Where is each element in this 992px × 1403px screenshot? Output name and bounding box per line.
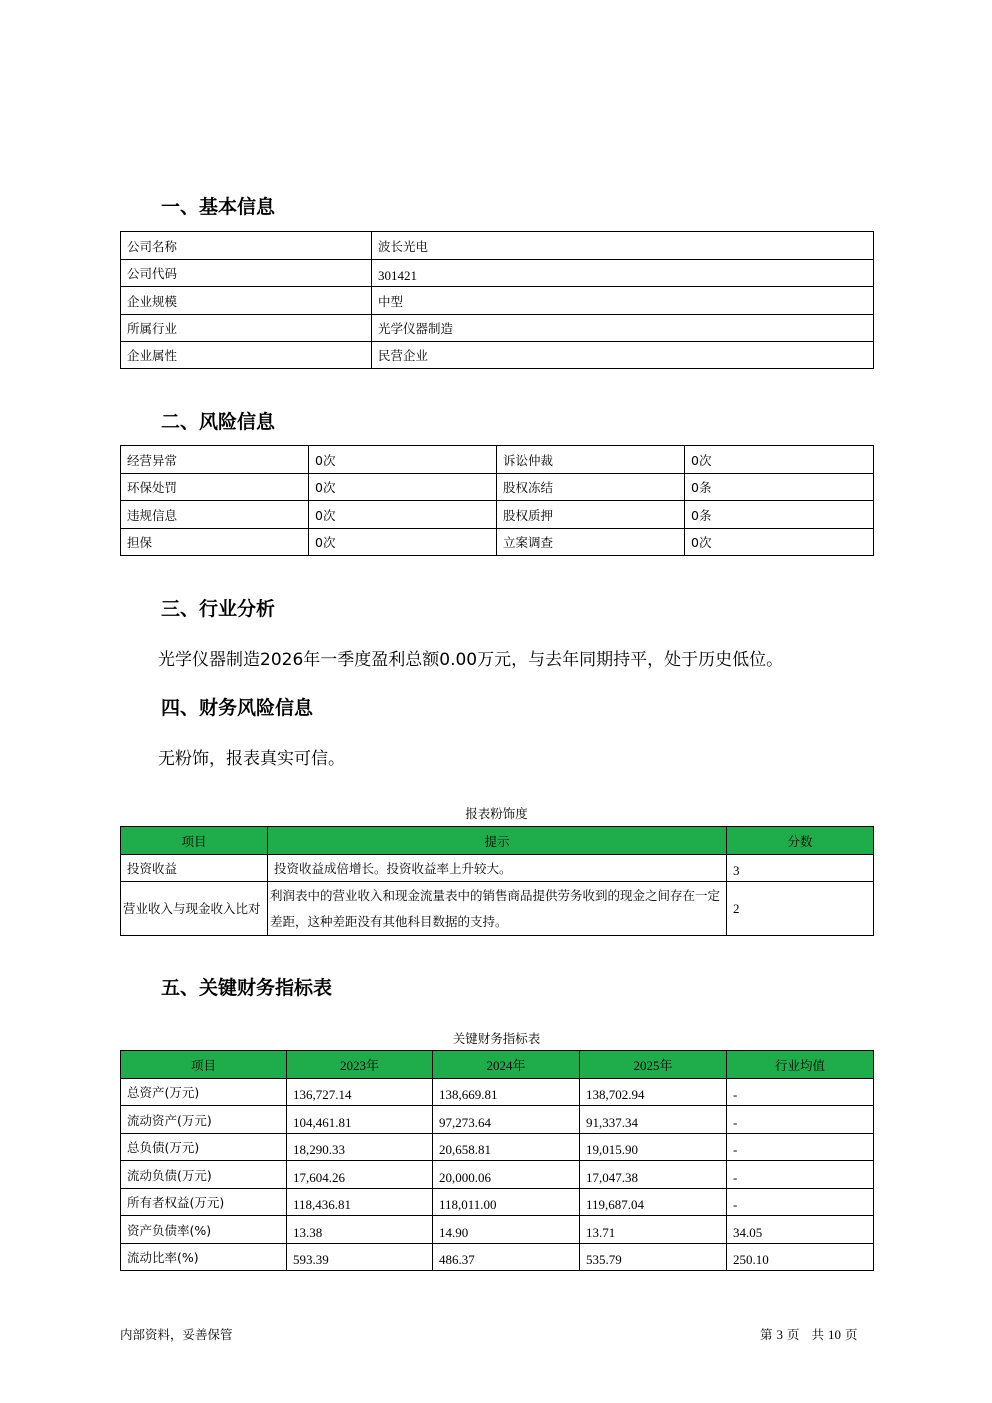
- page-total: 10: [827, 1327, 841, 1342]
- table-row: [121, 1161, 874, 1189]
- score-cell: 2: [727, 882, 874, 936]
- page-label: 页: [844, 1327, 858, 1342]
- value-cell: 20,658.81: [433, 1134, 580, 1161]
- metric-label: 总负债(万元): [121, 1134, 287, 1161]
- column-header: 项目: [121, 827, 268, 855]
- basic-label: 企业属性: [121, 342, 372, 369]
- column-header: 提示: [268, 827, 727, 855]
- value-cell: 104,461.81: [287, 1106, 433, 1134]
- table-row: [121, 232, 874, 260]
- value-cell: 17,047.38: [580, 1161, 727, 1189]
- value-cell: 250.10: [727, 1244, 874, 1271]
- value-cell: 91,337.34: [580, 1106, 727, 1134]
- basic-value: 光学仪器制造: [372, 315, 874, 342]
- risk-value: 0次: [309, 529, 497, 556]
- basic-label: 所属行业: [121, 315, 372, 342]
- column-header: 行业均值: [727, 1051, 874, 1079]
- value-cell: 118,011.00: [433, 1189, 580, 1216]
- section-heading-basic-info: 一、基本信息: [161, 196, 276, 218]
- value-cell: 138,702.94: [580, 1079, 727, 1106]
- table-row: [121, 855, 874, 882]
- section-heading-key-financials: 五、关键财务指标表: [161, 977, 333, 999]
- item-cell: 营业收入与现金收入比对: [121, 882, 268, 936]
- risk-label: 环保处罚: [121, 474, 309, 501]
- table-row: [121, 315, 874, 342]
- table-row: [121, 474, 874, 501]
- value-cell: 138,669.81: [433, 1079, 580, 1106]
- column-header: 项目: [121, 1051, 287, 1079]
- table-row: [121, 882, 874, 936]
- risk-label: 违规信息: [121, 501, 309, 529]
- risk-value: 0条: [685, 501, 874, 529]
- value-cell: 13.38: [287, 1216, 433, 1244]
- basic-value: 301421: [372, 260, 874, 287]
- value-cell: 97,273.64: [433, 1106, 580, 1134]
- value-cell: 593.39: [287, 1244, 433, 1271]
- metric-label: 资产负债率(%): [121, 1216, 287, 1244]
- risk-label: 立案调查: [497, 529, 685, 556]
- metric-label: 流动负债(万元): [121, 1161, 287, 1189]
- value-cell: 13.71: [580, 1216, 727, 1244]
- table-row: [121, 260, 874, 287]
- basic-value: 民营企业: [372, 342, 874, 369]
- section-heading-risk-info: 二、风险信息: [161, 411, 276, 433]
- table-row: [121, 287, 874, 315]
- value-cell: 119,687.04: [580, 1189, 727, 1216]
- metric-label: 流动比率(%): [121, 1244, 287, 1271]
- table-header-row: [121, 827, 874, 855]
- value-cell: 17,604.26: [287, 1161, 433, 1189]
- risk-label: 诉讼仲裁: [497, 446, 685, 474]
- whitewash-table-caption: 报表粉饰度: [465, 806, 528, 821]
- score-cell: 3: [727, 855, 874, 882]
- item-cell: 投资收益: [121, 855, 268, 882]
- hint-cell: 投资收益成倍增长。投资收益率上升较大。: [268, 855, 727, 882]
- hint-cell: 利润表中的营业收入和现金流量表中的销售商品提供劳务收到的现金之间存在一定差距，这种差距没有其他科目数据的支持。: [268, 882, 727, 936]
- industry-analysis-text: 光学仪器制造2026年一季度盈利总额0.00万元，与去年同期持平，处于历史低位。: [158, 650, 784, 670]
- page-label: 第: [760, 1327, 773, 1342]
- risk-label: 股权质押: [497, 501, 685, 529]
- risk-value: 0次: [685, 529, 874, 556]
- risk-value: 0次: [309, 446, 497, 474]
- footer-page-indicator: [760, 1325, 857, 1343]
- metric-label: 总资产(万元): [121, 1079, 287, 1106]
- value-cell: -: [727, 1079, 874, 1106]
- section-heading-industry: 三、行业分析: [161, 598, 276, 620]
- page-label: 页: [786, 1327, 800, 1342]
- table-row: [121, 446, 874, 474]
- value-cell: -: [727, 1106, 874, 1134]
- value-cell: 14.90: [433, 1216, 580, 1244]
- value-cell: 19,015.90: [580, 1134, 727, 1161]
- metric-label: 所有者权益(万元): [121, 1189, 287, 1216]
- value-cell: -: [727, 1134, 874, 1161]
- footer-confidential-note: 内部资料，妥善保管: [120, 1327, 233, 1342]
- table-header-row: [121, 1051, 874, 1079]
- column-header: 2023年: [287, 1051, 433, 1079]
- risk-value: 0次: [685, 446, 874, 474]
- key-financial-table: [120, 1050, 874, 1271]
- risk-value: 0次: [309, 474, 497, 501]
- page-current: 3: [776, 1327, 783, 1342]
- basic-value: 波长光电: [372, 232, 874, 260]
- table-row: [121, 1079, 874, 1106]
- value-cell: 136,727.14: [287, 1079, 433, 1106]
- risk-label: 股权冻结: [497, 474, 685, 501]
- risk-value: 0条: [685, 474, 874, 501]
- page-label: 共: [811, 1327, 824, 1342]
- column-header: 2024年: [433, 1051, 580, 1079]
- value-cell: 118,436.81: [287, 1189, 433, 1216]
- table-row: [121, 1244, 874, 1271]
- value-cell: 34.05: [727, 1216, 874, 1244]
- section-heading-financial-risk: 四、财务风险信息: [161, 697, 314, 719]
- table-row: [121, 1106, 874, 1134]
- table-row: [121, 1189, 874, 1216]
- table-row: [121, 1134, 874, 1161]
- value-cell: 535.79: [580, 1244, 727, 1271]
- basic-value: 中型: [372, 287, 874, 315]
- table-row: [121, 1216, 874, 1244]
- risk-info-table: [120, 445, 874, 556]
- value-cell: 486.37: [433, 1244, 580, 1271]
- basic-info-table: [120, 231, 874, 369]
- financial-risk-text: 无粉饰，报表真实可信。: [158, 749, 345, 769]
- whitewash-table: [120, 826, 874, 936]
- basic-label: 公司代码: [121, 260, 372, 287]
- table-row: [121, 501, 874, 529]
- risk-value: 0次: [309, 501, 497, 529]
- table-row: [121, 342, 874, 369]
- risk-label: 担保: [121, 529, 309, 556]
- key-table-caption: 关键财务指标表: [452, 1031, 541, 1046]
- value-cell: -: [727, 1189, 874, 1216]
- basic-label: 企业规模: [121, 287, 372, 315]
- basic-label: 公司名称: [121, 232, 372, 260]
- value-cell: 18,290.33: [287, 1134, 433, 1161]
- risk-label: 经营异常: [121, 446, 309, 474]
- value-cell: 20,000.06: [433, 1161, 580, 1189]
- column-header: 2025年: [580, 1051, 727, 1079]
- metric-label: 流动资产(万元): [121, 1106, 287, 1134]
- value-cell: -: [727, 1161, 874, 1189]
- column-header: 分数: [727, 827, 874, 855]
- table-row: [121, 529, 874, 556]
